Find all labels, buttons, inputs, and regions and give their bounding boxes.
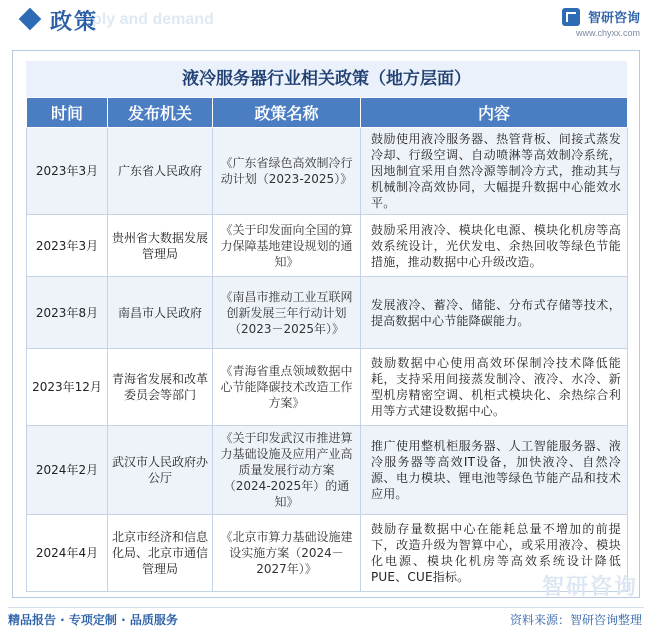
table-row — [27, 349, 628, 426]
cell-content: 鼓励存量数据中心在能耗总量不增加的前提下，改造升级为智算中心，或采用液冷、模块化电源、模块化机房等高效系统设计降低PUE、CUE指标。 — [361, 515, 628, 592]
watermark-text: 智研咨询 — [541, 575, 638, 600]
column-header-name: 政策名称 — [213, 98, 361, 128]
table-row — [27, 515, 628, 592]
cell-policy-name: 《广东省绿色高效制冷行动计划（2023-2025）》 — [213, 128, 361, 215]
table-row — [27, 215, 628, 277]
header-watermark: ply and demand — [92, 11, 214, 28]
cell-policy-name: 《关于印发面向全国的算力保障基地建设规划的通知》 — [213, 215, 361, 277]
page-footer — [0, 607, 652, 635]
page-title: 政策 — [50, 10, 99, 35]
cell-content: 鼓励数据中心使用高效环保制冷技术降低能耗，支持采用间接蒸发制冷、液冷、水冷、新型机房精密空调、机柜式模块化、余热综合利用等方式建设数据中心。 — [361, 349, 628, 426]
table-header-row — [27, 98, 628, 128]
column-header-time: 时间 — [27, 98, 108, 128]
cell-org: 广东省人民政府 — [108, 128, 213, 215]
cell-org: 武汉市人民政府办公厅 — [108, 426, 213, 515]
cell-time: 2023年8月 — [27, 277, 108, 349]
cell-policy-name: 《南昌市推动工业互联网创新发展三年行动计划（2023－2025年）》 — [213, 277, 361, 349]
cell-org: 南昌市人民政府 — [108, 277, 213, 349]
cell-time: 2023年3月 — [27, 128, 108, 215]
table-row — [27, 426, 628, 515]
cell-policy-name: 《青海省重点领域数据中心节能降碳技术改造工作方案》 — [213, 349, 361, 426]
cell-org: 贵州省大数据发展管理局 — [108, 215, 213, 277]
brand-url[interactable]: www.chyxx.com — [575, 28, 640, 38]
footer-slogan: 精品报告 · 专项定制 · 品质服务 — [8, 613, 178, 627]
cell-time: 2024年2月 — [27, 426, 108, 515]
cell-time: 2023年12月 — [27, 349, 108, 426]
brand-name: 智研咨询 — [587, 11, 640, 26]
cell-time: 2023年3月 — [27, 215, 108, 277]
policy-table — [26, 97, 628, 592]
cell-content: 发展液冷、蓄冷、储能、分布式存储等技术，提高数据中心节能降碳能力。 — [361, 277, 628, 349]
table-row — [27, 128, 628, 215]
footer-divider — [8, 607, 644, 608]
diamond-icon — [19, 8, 42, 31]
page-header — [0, 0, 652, 44]
table-title: 液冷服务器行业相关政策（地方层面） — [26, 61, 627, 98]
source-note: 资料来源：智研咨询整理 — [509, 613, 642, 627]
brand-block — [562, 6, 640, 38]
table-row — [27, 277, 628, 349]
cell-policy-name: 《北京市算力基础设施建设实施方案（2024－2027年）》 — [213, 515, 361, 592]
cell-policy-name: 《关于印发武汉市推进算力基础设施及应用产业高质量发展行动方案（2024-2025年）的通知》 — [213, 426, 361, 515]
column-header-org: 发布机关 — [108, 98, 213, 128]
cell-content: 推广使用整机柜服务器、人工智能服务器、液冷服务器等高效IT设备，加快液冷、自然冷源、电力模块、锂电池等绿色节能产品和技术应用。 — [361, 426, 628, 515]
cell-org: 青海省发展和改革委员会等部门 — [108, 349, 213, 426]
cell-content: 鼓励采用液冷、模块化电源、模块化机房等高效系统设计，光伏发电、余热回收等绿色节能措施，推动数据中心升级改造。 — [361, 215, 628, 277]
cell-content: 鼓励使用液冷服务器、热管背板、间接式蒸发冷却、行级空调、自动喷淋等高效制冷系统，因地制宜采用自然冷源等制冷方式，推动其与机械制冷高效协同，大幅提升数据中心能效水平。 — [361, 128, 628, 215]
column-header-content: 内容 — [361, 98, 628, 128]
brand-logo-icon — [562, 8, 580, 26]
cell-org: 北京市经济和信息化局、北京市通信管理局 — [108, 515, 213, 592]
cell-time: 2024年4月 — [27, 515, 108, 592]
